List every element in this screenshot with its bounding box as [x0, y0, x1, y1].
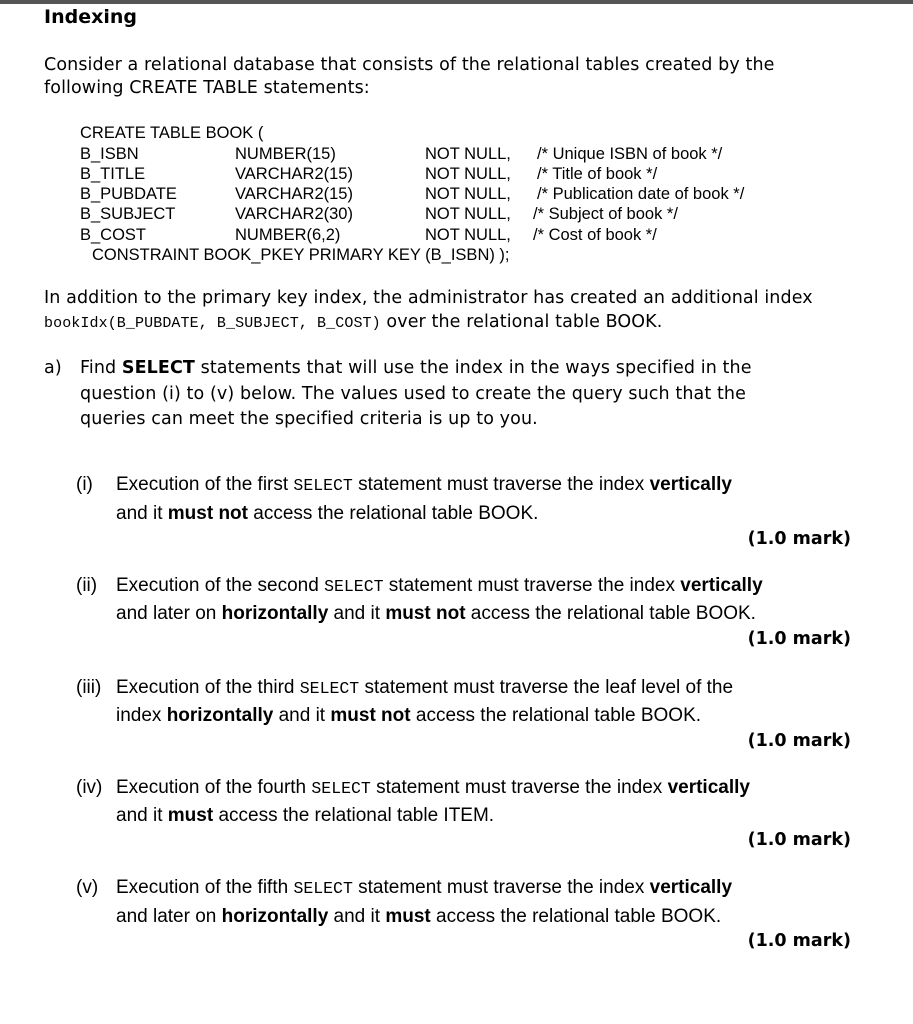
question-number: (iii) [76, 677, 102, 698]
question-line-1: Execution of the fourth SELECT statement must traverse the index vertically [116, 777, 750, 798]
question-line-2: and later on horizontally and it must not access the relational table BOOK. [116, 603, 756, 624]
page-title: Indexing [44, 6, 137, 28]
intro-line-2: following CREATE TABLE statements: [44, 78, 370, 98]
question-mark: (1.0 mark) [747, 731, 851, 751]
column-type: VARCHAR2(30) [235, 205, 353, 223]
question-number: (iv) [76, 777, 103, 798]
column-name: B_SUBJECT [80, 205, 176, 223]
column-type: NUMBER(15) [235, 145, 336, 163]
column-name: B_ISBN [80, 145, 139, 163]
question-line-1: Execution of the first SELECT statement must traverse the index vertically [116, 474, 732, 495]
column-type: VARCHAR2(15) [235, 185, 353, 203]
question-line-2: and it must not access the relational table BOOK. [116, 503, 539, 524]
question-mark: (1.0 mark) [747, 529, 851, 549]
create-table-header: CREATE TABLE BOOK ( [80, 124, 264, 142]
index-line-1: In addition to the primary key index, the administrator has created an additional index [44, 288, 813, 308]
column-name: B_PUBDATE [80, 185, 177, 203]
column-comment: /* Unique ISBN of book */ [537, 145, 723, 163]
column-constraint: NOT NULL, [425, 165, 511, 183]
question-line-2: and it must access the relational table ITEM. [116, 805, 495, 826]
column-constraint: NOT NULL, [425, 226, 511, 244]
question-line-2: and later on horizontally and it must access the relational table BOOK. [116, 906, 722, 927]
question-number: (ii) [76, 575, 98, 596]
question-line-1: Execution of the third SELECT statement must traverse the leaf level of the [116, 677, 734, 698]
column-comment: /* Publication date of book */ [537, 185, 745, 203]
column-comment: /* Subject of book */ [533, 205, 678, 223]
index-line-2: bookIdx(B_PUBDATE, B_SUBJECT, B_COST) over the relational table BOOK. [44, 312, 663, 332]
question-line-2: index horizontally and it must not access the relational table BOOK. [116, 705, 702, 726]
top-border [0, 0, 913, 4]
part-a-line-3: queries can meet the specified criteria is up to you. [80, 409, 538, 429]
column-constraint: NOT NULL, [425, 145, 511, 163]
create-table-footer: CONSTRAINT BOOK_PKEY PRIMARY KEY (B_ISBN) ); [92, 246, 510, 264]
column-constraint: NOT NULL, [425, 185, 511, 203]
index-definition: bookIdx(B_PUBDATE, B_SUBJECT, B_COST) [44, 315, 381, 332]
question-line-1: Execution of the second SELECT statement must traverse the index vertically [116, 575, 763, 596]
question-mark: (1.0 mark) [747, 830, 851, 850]
question-mark: (1.0 mark) [747, 931, 851, 951]
column-type: NUMBER(6,2) [235, 226, 341, 244]
part-a-line-1: Find SELECT statements that will use the index in the ways specified in the [80, 358, 752, 378]
question-mark: (1.0 mark) [747, 629, 851, 649]
intro-line-1: Consider a relational database that consists of the relational tables created by the [44, 55, 775, 75]
column-name: B_COST [80, 226, 147, 244]
part-a-label: a) [44, 358, 62, 378]
column-name: B_TITLE [80, 165, 146, 183]
column-constraint: NOT NULL, [425, 205, 511, 223]
question-number: (v) [76, 877, 99, 898]
column-type: VARCHAR2(15) [235, 165, 353, 183]
question-number: (i) [76, 474, 93, 495]
question-line-1: Execution of the fifth SELECT statement must traverse the index vertically [116, 877, 733, 898]
column-comment: /* Cost of book */ [533, 226, 657, 244]
column-comment: /* Title of book */ [537, 165, 658, 183]
part-a-line-2: question (i) to (v) below. The values used to create the query such that the [80, 384, 746, 404]
